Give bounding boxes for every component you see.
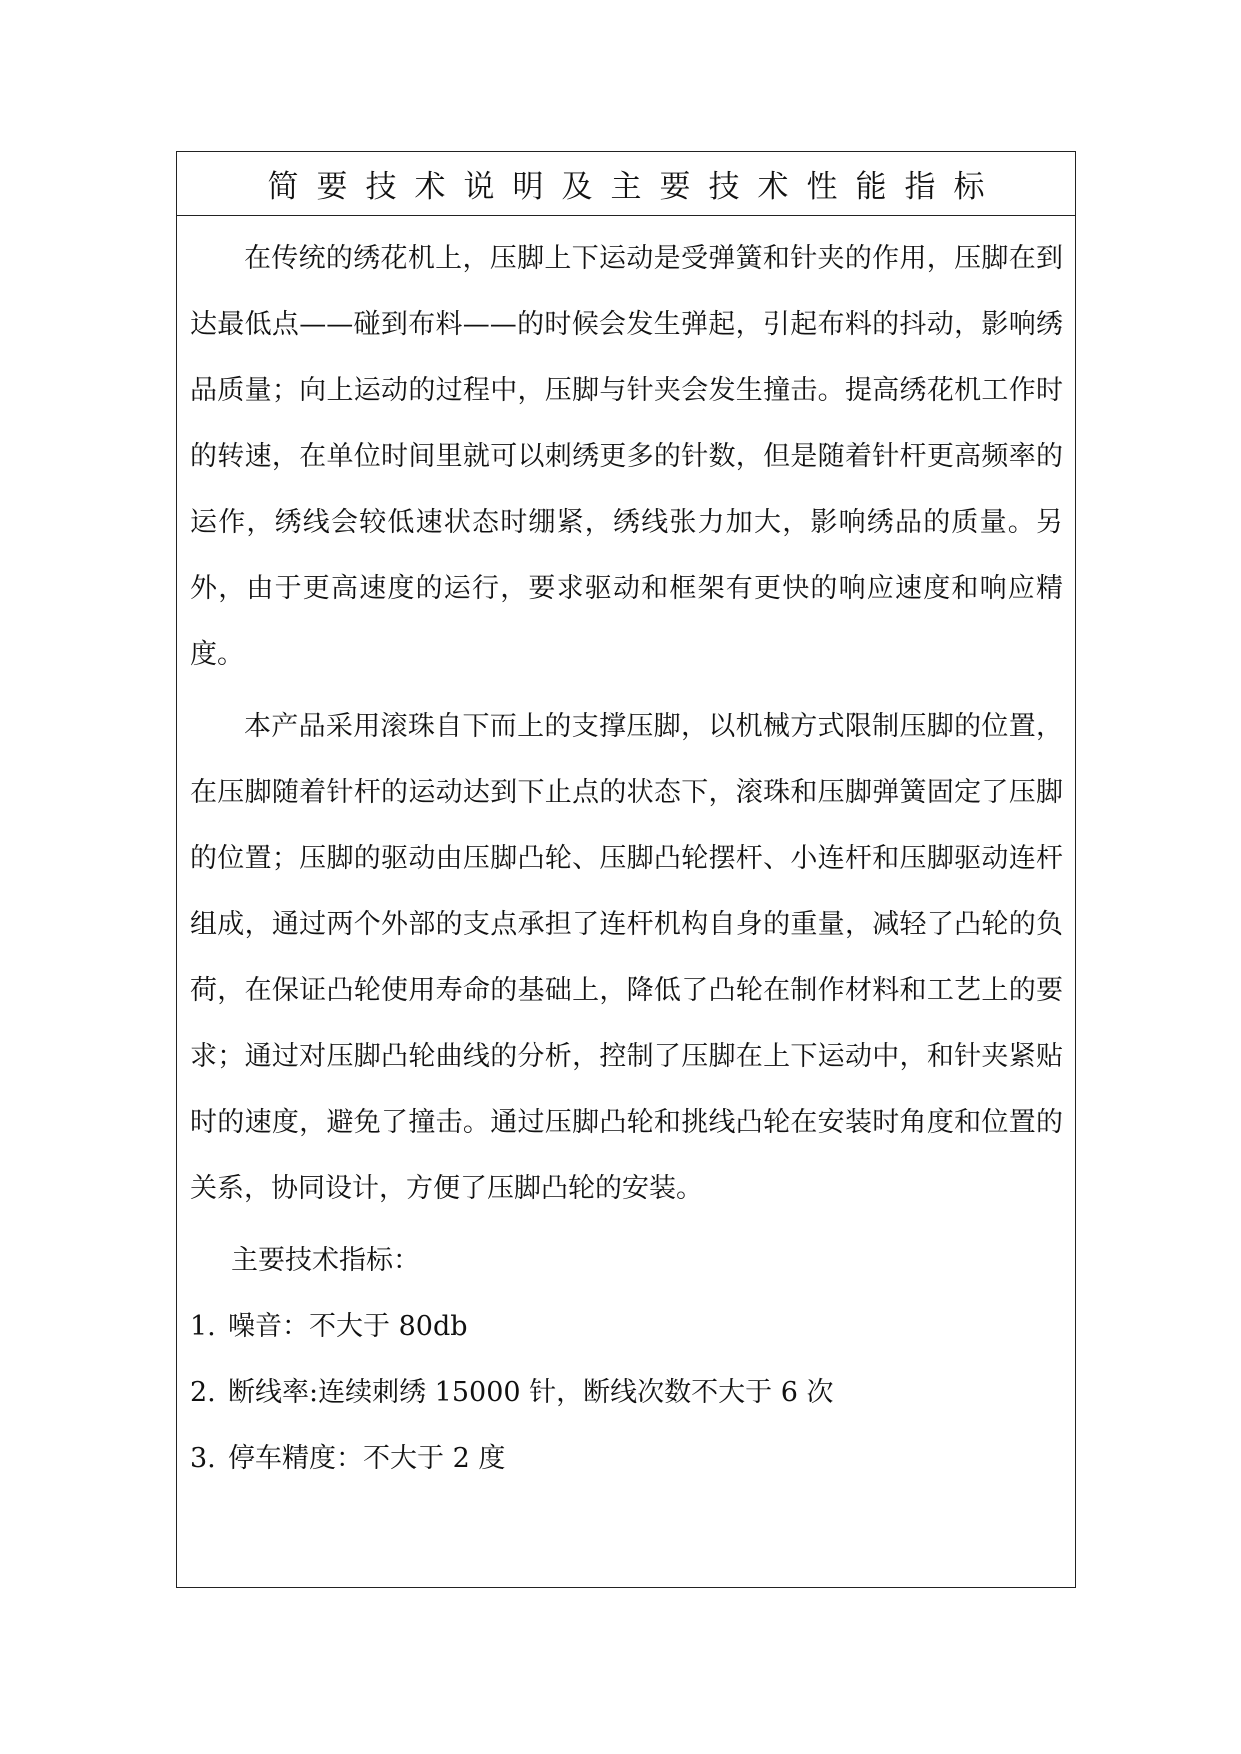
spec-item [190,1360,1063,1426]
description-paragraph: 本产品采用滚珠自下而上的支撑压脚，以机械方式限制压脚的位置，在压脚随着针杆的运动达到下止点的状态下，滚珠和压脚弹簧固定了压脚的位置；压脚的驱动由压脚凸轮、压脚凸轮摆杆、小连杆和压脚驱动连杆组成，通过两个外部的支点承担了连杆机构自身的重量，减轻了凸轮的负荷，在保证凸轮使用寿命的基础上，降低了凸轮在制作材料和工艺上的要求；通过对压脚凸轮曲线的分析，控制了压脚在上下运动中，和针夹紧贴时的速度，避免了撞击。通过压脚凸轮和挑线凸轮在安装时角度和位置的关系，协同设计，方便了压脚凸轮的安装。 [190,711,1063,1204]
spec-text: 停车精度：不大于 2 度 [228,1443,506,1474]
spec-number: 1. [190,1311,216,1342]
spec-item [190,1294,1063,1360]
spec-heading: 主要技术指标： [231,1245,420,1276]
spec-table [176,151,1076,1588]
table-body [177,216,1075,1492]
spec-item [190,1426,1063,1492]
spec-text: 噪音：不大于 80db [228,1311,468,1342]
spec-text: 断线率:连续刺绣 15000 针，断线次数不大于 6 次 [228,1377,834,1408]
spec-number: 2. [190,1377,216,1408]
description-paragraph: 在传统的绣花机上，压脚上下运动是受弹簧和针夹的作用，压脚在到达最低点——碰到布料——的时候会发生弹起，引起布料的抖动，影响绣品质量；向上运动的过程中，压脚与针夹会发生撞击。提高绣花机工作时的转速，在单位时间里就可以刺绣更多的针数，但是随着针杆更高频率的运作，绣线会较低速状态时绷紧，绣线张力加大，影响绣品的质量。另外，由于更高速度的运行，要求驱动和框架有更快的响应速度和响应精度。 [190,243,1063,670]
spec-list [190,1294,1063,1492]
table-title: 简要技术说明及主要技术性能指标 [267,169,1003,205]
spec-number: 3. [190,1443,216,1474]
table-header [177,152,1075,216]
